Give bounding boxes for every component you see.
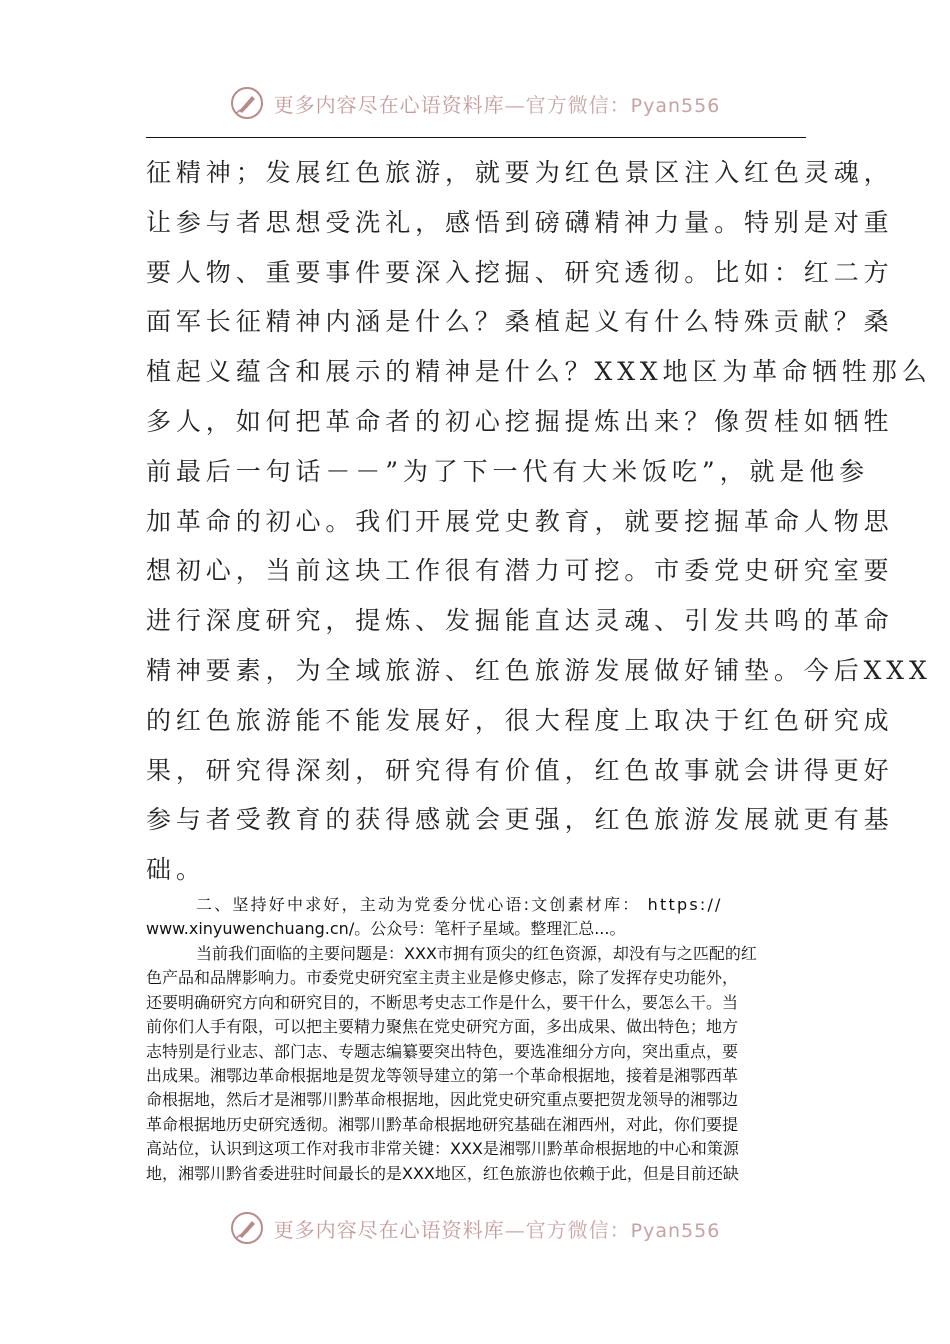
text-line: 前最后一句话－－”为了下一代有大米饭吃”，就是他参	[146, 456, 870, 486]
text-line: 前你们人手有限，可以把主要精力聚焦在党史研究方面，多出成果、做出特色；地方	[146, 1017, 739, 1037]
text-line: 革命根据地历史研究透彻。湘鄂川黔革命根据地研究基础在湘西州，对此，你们要提	[146, 1114, 739, 1134]
text-line: 参与者受教育的获得感就会更强，红色旅游发展就更有基	[146, 805, 894, 835]
body-small-paragraph	[146, 942, 808, 1186]
section-heading-line: www.xinyuwenchuang.cn/。公众号：笔杆子星域。整理汇总...。	[146, 919, 626, 939]
text-line: 色产品和品牌影响力。市委党史研究室主责主业是修史修志，除了发挥存史功能外，	[146, 968, 739, 988]
text-line: 出成果。湘鄂边革命根据地是贺龙等领导建立的第一个革命根据地，接着是湘鄂西革	[146, 1066, 739, 1086]
header-account-handle: Pyan556	[630, 94, 721, 117]
header-banner	[0, 78, 950, 128]
text-line: 想初心，当前这块工作很有潜力可挖。市委党史研究室要	[146, 556, 894, 586]
footer-account-label: 官方微信：	[525, 1217, 631, 1242]
footer-banner	[0, 1203, 950, 1253]
text-line: 志特别是行业志、部门志、专题志编纂要突出特色，要选准细分方向，突出重点，要	[146, 1041, 739, 1061]
text-line: 还要明确研究方向和研究目的，不断思考史志工作是什么，要干什么，要怎么干。当	[146, 992, 739, 1012]
text-line: 让参与者思想受洗礼，感悟到磅礴精神力量。特别是对重	[146, 207, 894, 237]
section-heading	[146, 893, 808, 942]
pen-logo-icon	[230, 1211, 264, 1245]
footer-account-handle: Pyan556	[630, 1219, 721, 1242]
text-line: 征精神；发展红色旅游，就要为红色景区注入红色灵魂，	[146, 158, 894, 187]
header-text	[274, 89, 721, 118]
header-account-label: 官方微信：	[525, 92, 631, 117]
text-line: 植起义蕴含和展示的精神是什么？XXX地区为革命牺牲那么	[146, 357, 932, 387]
footer-separator: —	[504, 1217, 526, 1242]
header-divider	[146, 137, 806, 138]
text-line: 当前我们面临的主要问题是：XXX市拥有顶尖的红色资源，却没有与之匹配的红	[196, 944, 757, 963]
text-line: 要人物、重要事件要深入挖掘、研究透彻。比如：红二方	[146, 257, 894, 287]
text-line: 地，湘鄂川黔省委进驻时间最长的是XXX地区，红色旅游也依赖于此，但是目前还缺	[146, 1163, 739, 1183]
text-line: 多人，如何把革命者的初心挖掘提炼出来？像贺桂如牺牲	[146, 406, 894, 436]
text-line: 的红色旅游能不能发展好，很大程度上取决于红色研究成	[146, 705, 894, 735]
text-line: 础。	[146, 855, 206, 885]
section-heading-line: 二、坚持好中求好，主动为党委分忧心语:文创素材库： https://	[196, 895, 723, 914]
text-line: 面军长征精神内涵是什么？桑植起义有什么特殊贡献？桑	[146, 307, 894, 337]
header-separator: —	[504, 92, 526, 117]
text-line: 精神要素，为全域旅游、红色旅游发展做好铺垫。今后XXX	[146, 655, 932, 685]
text-line: 高站位，认识到这项工作对我市非常关键：XXX是湘鄂川黔革命根据地的中心和策源	[146, 1139, 739, 1159]
pen-logo-icon	[230, 86, 264, 120]
header-brand: 更多内容尽在心语资料库	[273, 92, 505, 117]
text-line: 进行深度研究，提炼、发掘能直达灵魂、引发共鸣的革命	[146, 606, 894, 636]
footer-text	[274, 1214, 721, 1243]
footer-brand: 更多内容尽在心语资料库	[273, 1217, 505, 1242]
text-line: 加革命的初心。我们开展党史教育，就要挖掘革命人物思	[146, 506, 894, 536]
text-line: 命根据地，然后才是湘鄂川黔革命根据地，因此党史研究重点要把贺龙领导的湘鄂边	[146, 1090, 739, 1110]
text-line: 果，研究得深刻，研究得有价值，红色故事就会讲得更好	[146, 755, 894, 785]
body-large-paragraph	[146, 148, 932, 895]
